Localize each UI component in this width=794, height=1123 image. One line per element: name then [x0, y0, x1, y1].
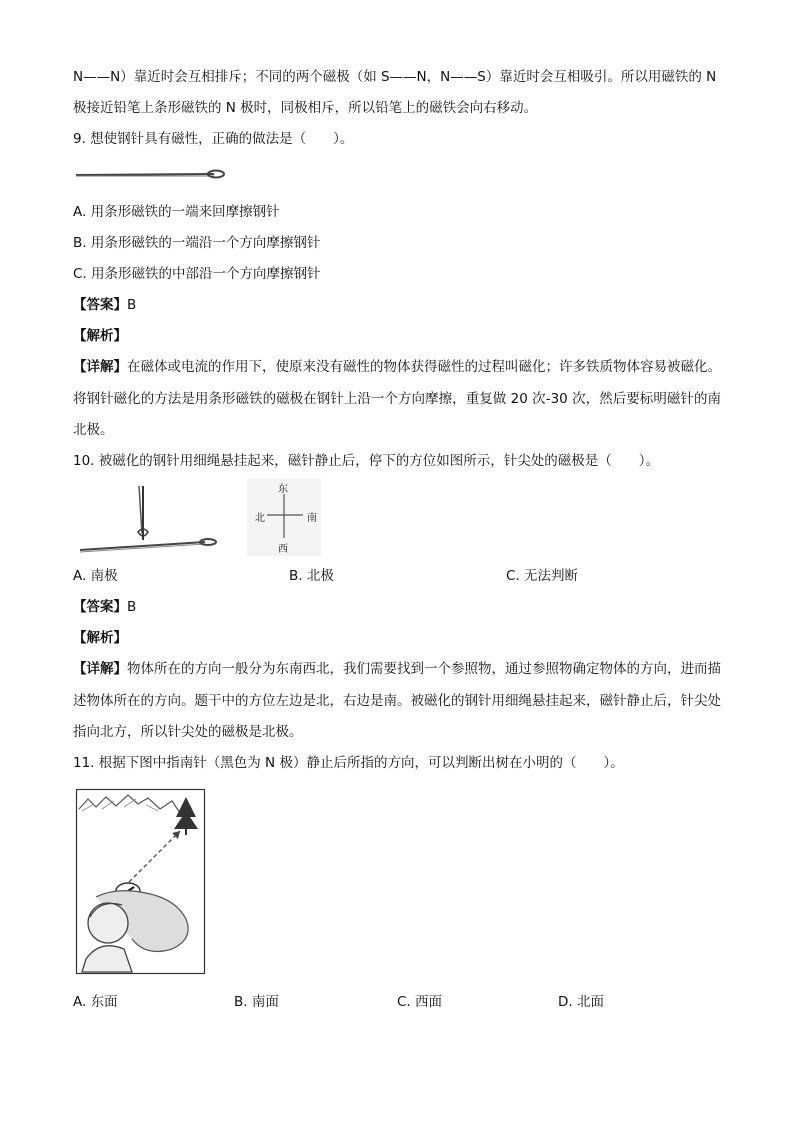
needle-illustration — [76, 165, 226, 185]
question-10-option-b: B. 北极 — [289, 568, 334, 584]
compass-scene-illustration — [76, 789, 206, 975]
answer-value: B — [127, 297, 137, 313]
detail-tag: 【详解】 — [73, 359, 127, 375]
question-9-option-a: A. 用条形磁铁的一端来回摩擦钢针 — [73, 204, 280, 220]
question-11-option-b: B. 南面 — [234, 994, 279, 1010]
detail-text: 物体所在的方向一般分为东南西北，我们需要找到一个参照物，通过参照物确定物体的方向，进而描述物体所在的方向。题干中的方位左边是北，右边是南。被磁化的钢针用细绳悬挂起来，磁针静止后，针尖处指向北方，所以针尖处的磁极是北极。 — [73, 661, 721, 740]
answer-tag: 【答案】 — [73, 599, 127, 615]
compass-label-bottom: 西 — [278, 544, 288, 555]
compass-label-right: 南 — [307, 513, 317, 524]
question-11-option-a: A. 东面 — [73, 994, 118, 1010]
question-9-option-b: B. 用条形磁铁的一端沿一个方向摩擦钢针 — [73, 235, 321, 251]
detail-tag: 【详解】 — [73, 661, 127, 677]
compass-label-top: 东 — [278, 484, 288, 495]
question-10-detail — [73, 654, 721, 749]
answer-tag: 【答案】 — [73, 297, 127, 313]
question-9-stem: 9. 想使钢针具有磁性，正确的做法是（ ）。 — [73, 131, 354, 147]
question-11-option-d: D. 北面 — [558, 994, 604, 1010]
paragraph-line: 极接近铅笔上条形磁铁的 N 极时，同极相斥，所以铅笔上的磁铁会向右移动。 — [73, 100, 538, 116]
compass-directions-diagram — [247, 478, 321, 556]
hanging-needle-illustration — [80, 482, 220, 557]
compass-label-left: 北 — [255, 513, 265, 524]
question-11-option-c: C. 西面 — [397, 994, 443, 1010]
answer-value: B — [127, 599, 137, 615]
paragraph-line: N——N）靠近时会互相排斥；不同的两个磁极（如 S——N，N——S）靠近时会互相吸引。所以用磁铁的 N — [73, 69, 717, 85]
question-9-analysis-tag: 【解析】 — [73, 328, 127, 344]
question-10-answer — [73, 597, 136, 617]
question-10-analysis-tag: 【解析】 — [73, 630, 127, 646]
question-9-answer — [73, 295, 136, 315]
question-11-stem: 11. 根据下图中指南针（黑色为 N 极）静止后所指的方向，可以判断出树在小明的（ ）。 — [73, 755, 624, 771]
question-9-option-c: C. 用条形磁铁的中部沿一个方向摩擦钢针 — [73, 266, 321, 282]
question-9-detail — [73, 352, 721, 447]
question-10-stem: 10. 被磁化的钢针用细绳悬挂起来，磁针静止后，停下的方位如图所示，针尖处的磁极是（ ）。 — [73, 453, 660, 469]
detail-text: 在磁体或电流的作用下，使原来没有磁性的物体获得磁性的过程叫磁化；许多铁质物体容易被磁化。将钢针磁化的方法是用条形磁铁的磁极在钢针上沿一个方向摩擦，重复做 20 次-30 次，然后要标明磁针的南北极。 — [73, 359, 721, 438]
question-10-option-a: A. 南极 — [73, 568, 118, 584]
question-10-option-c: C. 无法判断 — [506, 568, 579, 584]
